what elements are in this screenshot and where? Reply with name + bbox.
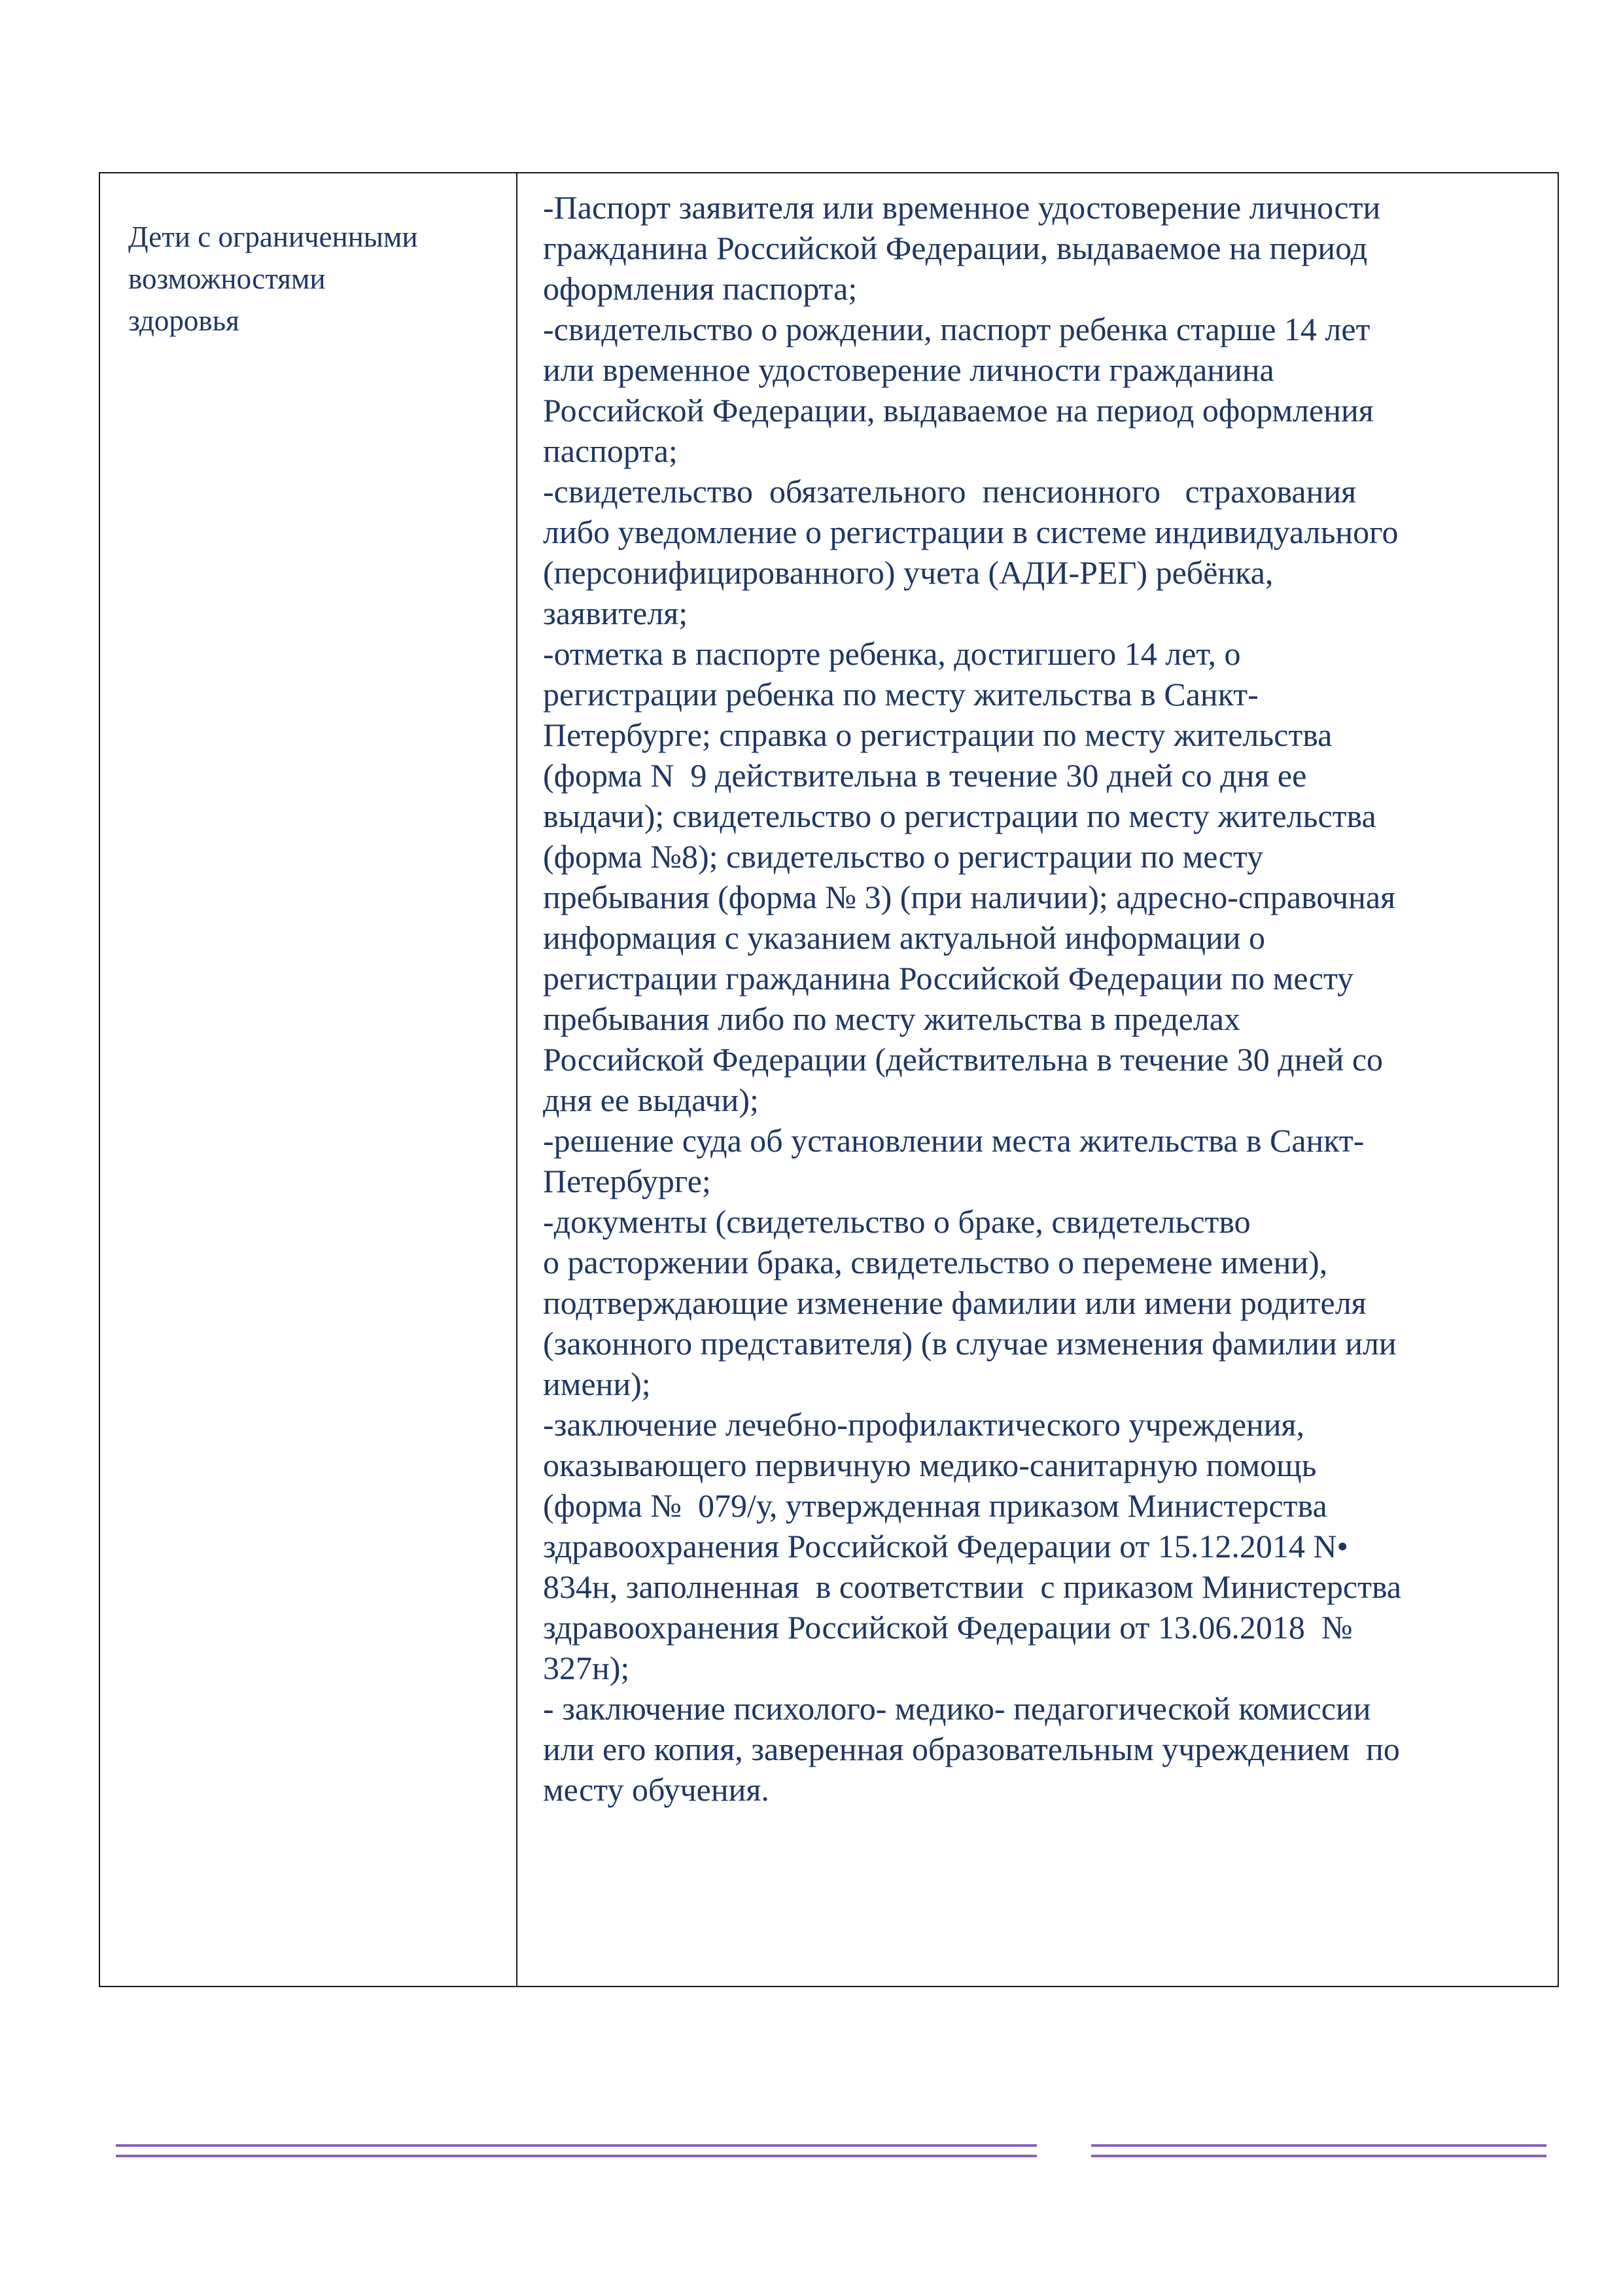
footer-rule-line	[1091, 2144, 1546, 2147]
document-line: -документы (свидетельство о браке, свидетельство	[543, 1203, 1251, 1240]
category-line: возможностями	[128, 262, 326, 295]
document-line: Петербурге; справка о регистрации по месту жительства	[543, 716, 1333, 753]
document-line: пребывания (форма № 3) (при наличии); адресно-справочная	[543, 879, 1396, 915]
document-line: паспорта;	[543, 433, 678, 469]
footer-rule-line	[116, 2155, 1037, 2157]
column-divider	[516, 173, 517, 1986]
document-line: о расторжении брака, свидетельство о перемене имени),	[543, 1244, 1328, 1280]
document-line: -отметка в паспорте ребенка, достигшего 14 лет, о	[543, 635, 1241, 672]
document-line: информация с указанием актуальной информации о	[543, 919, 1266, 956]
document-line: оформления паспорта;	[543, 270, 858, 307]
requirements-table	[99, 172, 1559, 1987]
footer-rule-left	[116, 2144, 1037, 2159]
footer-rule-line	[116, 2144, 1037, 2147]
document-line: (форма N 9 действительна в течение 30 дней со дня ее	[543, 757, 1307, 794]
document-line: -заключение лечебно-профилактического учреждения,	[543, 1406, 1305, 1443]
document-line: -Паспорт заявителя или временное удостоверение личности	[543, 189, 1381, 226]
document-line: выдачи); свидетельство о регистрации по месту жительства	[543, 798, 1376, 834]
document-line: подтверждающие изменение фамилии или имени родителя	[543, 1284, 1367, 1321]
document-line: заявителя;	[543, 595, 688, 631]
document-line: -свидетельство обязательного пенсионного страхования	[543, 473, 1357, 510]
document-line: Российской Федерации (действительна в течение 30 дней со	[543, 1041, 1384, 1078]
document-line: Российской Федерации, выдаваемое на период оформления	[543, 392, 1374, 429]
document-line: дня ее выдачи);	[543, 1082, 759, 1118]
document-line: регистрации гражданина Российской Федерации по месту	[543, 960, 1354, 997]
document-line: здравоохранения Российской Федерации от 15.12.2014 N•	[543, 1528, 1349, 1564]
document-line: имени);	[543, 1366, 651, 1402]
document-line: Петербурге;	[543, 1163, 711, 1199]
document-line: месту обучения.	[543, 1771, 769, 1808]
category-line: здоровья	[128, 304, 239, 337]
document-line: -свидетельство о рождении, паспорт ребенка старше 14 лет	[543, 311, 1370, 347]
documents-cell	[543, 187, 1401, 1810]
document-line: здравоохранения Российской Федерации от 13.06.2018 №	[543, 1609, 1353, 1646]
footer-rule-right	[1091, 2144, 1546, 2159]
document-line: - заключение психолого- медико- педагогической комиссии	[543, 1690, 1371, 1727]
document-line: пребывания либо по месту жительства в пределах	[543, 1000, 1240, 1037]
document-line: (персонифицированного) учета (АДИ-РЕГ) ребёнка,	[543, 554, 1274, 591]
document-line: или временное удостоверение личности гражданина	[543, 351, 1274, 388]
document-line: либо уведомление о регистрации в системе индивидуального	[543, 514, 1399, 550]
document-line: 834н, заполненная в соответствии с приказом Министерства	[543, 1568, 1402, 1605]
document-line: (форма № 079/у, утвержденная приказом Министерства	[543, 1487, 1327, 1524]
document-line: (форма №8); свидетельство о регистрации по месту	[543, 838, 1264, 875]
footer-rule-line	[1091, 2155, 1546, 2157]
document-line: -решение суда об установлении места жительства в Санкт-	[543, 1122, 1365, 1159]
category-line: Дети с ограниченными	[128, 221, 418, 253]
document-line: гражданина Российской Федерации, выдаваемое на период	[543, 230, 1368, 266]
document-line: оказывающего первичную медико-санитарную помощь	[543, 1447, 1317, 1483]
document-line: регистрации ребенка по месту жительства в Санкт-	[543, 676, 1259, 713]
document-line: (законного представителя) (в случае изменения фамилии или	[543, 1325, 1397, 1362]
document-line: или его копия, заверенная образовательным учреждением по	[543, 1731, 1400, 1767]
category-cell	[128, 216, 418, 342]
document-line: 327н);	[543, 1650, 630, 1686]
